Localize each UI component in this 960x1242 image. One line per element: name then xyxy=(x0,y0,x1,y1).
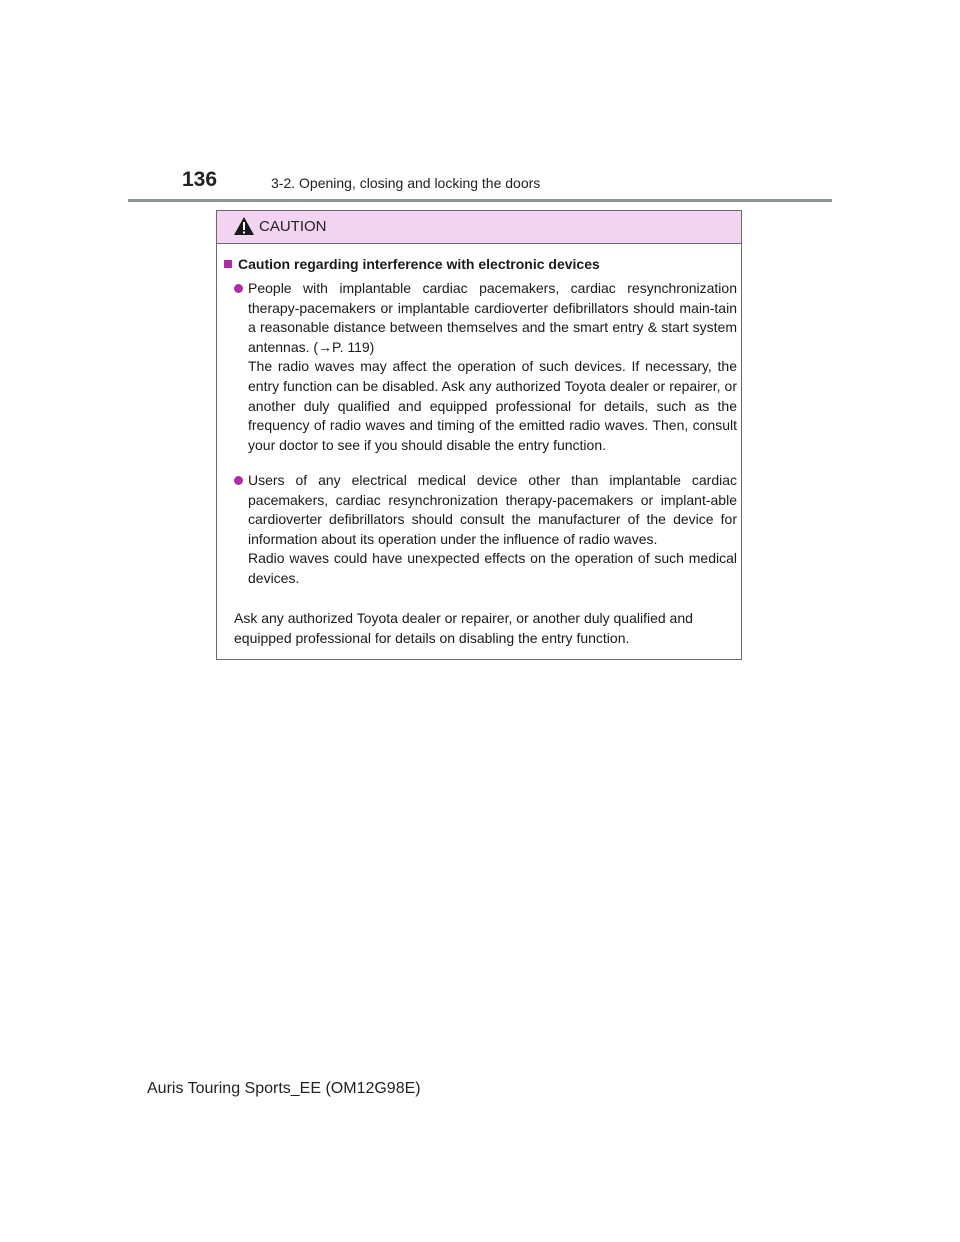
warning-triangle-icon xyxy=(233,216,255,236)
round-bullet-icon xyxy=(234,476,243,485)
page-footer: Auris Touring Sports_EE (OM12G98E) xyxy=(147,1080,421,1097)
list-item xyxy=(234,471,737,589)
closing-paragraph: Ask any authorized Toyota dealer or repairer, or another duly qualified and equipped professional for details on disabling the entry function. xyxy=(234,610,693,646)
round-bullet-icon xyxy=(234,284,243,293)
page-header xyxy=(0,0,960,205)
section-title: 3-2. Opening, closing and locking the doors xyxy=(271,175,541,191)
caution-title: CAUTION xyxy=(259,218,327,235)
item1-paragraph-1: People with implantable cardiac pacemakers, cardiac resynchronization therapy-pacemakers or implantable cardioverter defibrillators should main-tain a reasonable distance between themselves and the smart entry & start system antennas. (→P. 119) xyxy=(248,280,737,355)
caution-heading xyxy=(224,254,734,274)
page-number: 136 xyxy=(182,168,218,191)
caution-box xyxy=(216,210,742,660)
header-divider xyxy=(128,199,832,202)
caution-heading-text: Caution regarding interference with electronic devices xyxy=(238,256,600,272)
caution-header xyxy=(217,211,741,244)
item2-paragraph-1: Users of any electrical medical device other than implantable cardiac pacemakers, cardiac resynchronization therapy-pacemakers or implant-able cardioverter defibrillators should consult the manufacturer of the device for information about its operation under the influence of radio waves. xyxy=(248,472,737,547)
list-item xyxy=(234,279,737,455)
item1-paragraph-2: The radio waves may affect the operation of such devices. If necessary, the entry function can be disabled. Ask any authorized Toyota dealer or repairer, or another duly qualified and equipped professional for details, such as the frequency of radio waves and timing of the emitted radio waves. Then, consult your doctor to see if you should disable the entry function. xyxy=(248,358,737,453)
item2-paragraph-2: Radio waves could have unexpected effects on the operation of such medical devices. xyxy=(248,550,737,586)
square-bullet-icon xyxy=(224,260,232,268)
